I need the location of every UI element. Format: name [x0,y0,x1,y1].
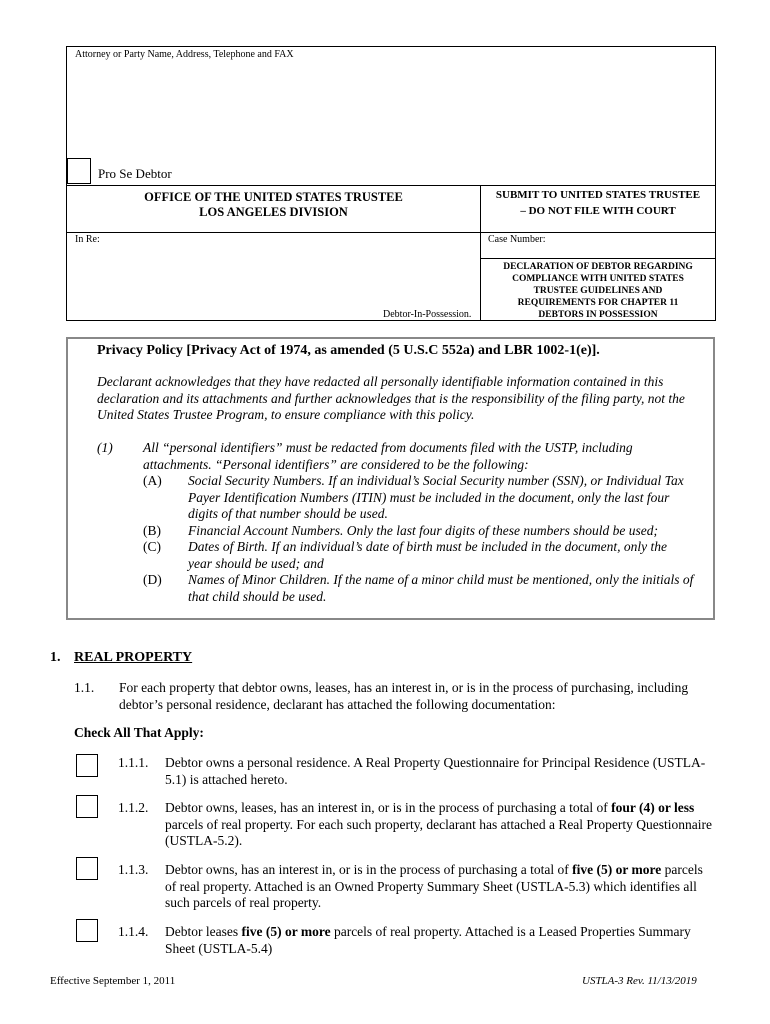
office-line-2: LOS ANGELES DIVISION [199,205,348,219]
privacy-subitem-letter: (D) [143,572,162,587]
declaration-title-line: TRUSTEE GUIDELINES AND [533,286,663,296]
item-1-1-1-checkbox[interactable] [76,754,98,777]
privacy-subitem-line: Social Security Numbers. If an individual’s Social Security number (SSN), or Individual Tax [188,473,684,488]
item-number: 1.1.4. [118,924,149,939]
privacy-item-line: All “personal identifiers” must be redacted from documents filed with the USTP, including [143,440,633,455]
privacy-subitem-letter: (C) [143,539,161,554]
item-line: Debtor owns a personal residence. A Real Property Questionnaire for Principal Residence (USTLA- [165,755,706,770]
item-line: parcels of real property. For each such property, declarant has attached a Real Property Questionnaire [165,816,713,832]
case-number-label: Case Number: [488,234,546,245]
privacy-subitem-line: that child should be used. [188,588,327,604]
item-line: 5.1) is attached hereto. [165,771,288,787]
privacy-subitem-line: Dates of Birth. If an individual’s date of birth must be included in the document, only the [188,539,667,554]
item-1-1-2-checkbox[interactable] [76,795,98,818]
form-id: USTLA-3 Rev. 11/13/2019 [582,975,697,987]
effective-date: Effective September 1, 2011 [50,975,176,987]
pro-se-checkbox[interactable] [67,158,91,184]
pro-se-label: Pro Se Debtor [98,166,172,181]
privacy-subitem-letter: (B) [143,522,161,538]
in-re-label: In Re: [75,234,100,245]
item-number: 1.1.2. [118,800,149,815]
item-1-1-3-checkbox[interactable] [76,857,98,880]
privacy-subitem-line: Payer Identification Numbers (ITIN) must be included in the document, only the last four [188,489,670,505]
para-line: debtor’s personal residence, declarant has attached the following documentation: [119,696,556,712]
para-number: 1.1. [74,680,95,695]
submit-line-1: SUBMIT TO UNITED STATES TRUSTEE [495,189,701,201]
declaration-title-line: DECLARATION OF DEBTOR REGARDING [503,262,693,272]
item-line: (USTLA-5.2). [165,833,243,848]
para-line: For each property that debtor owns, leases, has an interest in, or is in the process of purchasing, including [119,680,689,695]
privacy-item-line: attachments. “Personal identifiers” are considered to be the following: [143,456,529,472]
privacy-item-number: (1) [97,440,113,455]
declaration-title-line: REQUIREMENTS FOR CHAPTER 11 [517,298,679,308]
check-all-label: Check All That Apply: [74,725,204,740]
privacy-title: Privacy Policy [Privacy Act of 1974, as amended (5 U.S.C 552a) and LBR 1002-1(e)]. [97,343,600,358]
privacy-intro-line: United States Trustee Program, to ensure compliance with this policy. [97,407,475,422]
privacy-subitem-line: digits of that number should be used. [188,506,388,521]
item-line: such parcels of real property. [165,895,322,910]
declaration-title-line: DEBTORS IN POSSESSION [538,310,658,320]
item-1-1-4-checkbox[interactable] [76,919,98,942]
item-line: Sheet (USTLA-5.4) [165,940,273,956]
attorney-label: Attorney or Party Name, Address, Telephone and FAX [75,49,294,60]
section-heading: REAL PROPERTY [74,650,193,665]
declaration-title-line: COMPLIANCE WITH UNITED STATES [512,274,684,284]
office-line-1: OFFICE OF THE UNITED STATES TRUSTEE [144,190,403,204]
privacy-intro-line: Declarant acknowledges that they have redacted all personally identifiable information contained in this [97,374,664,389]
attorney-box [66,46,716,186]
in-re-box [66,232,481,321]
item-number: 1.1.3. [118,862,149,877]
submit-line-2: – DO NOT FILE WITH COURT [520,205,676,217]
privacy-subitem-letter: (A) [143,473,162,488]
dip-label: Debtor-In-Possession. [383,309,472,320]
item-line: Debtor leases five (5) or more parcels of real property. Attached is a Leased Properties Summary [165,924,691,939]
section-number: 1. [50,650,61,665]
item-line: of real property. Attached is an Owned Property Summary Sheet (USTLA-5.3) which identifies all [165,878,697,894]
item-line: Debtor owns, has an interest in, or is in the process of purchasing a total of five (5) or more parcels [165,862,703,877]
privacy-intro-line: declaration and its attachments and further acknowledges that is the responsibility of the filing party, not the [97,390,685,406]
item-line: Debtor owns, leases, has an interest in, or is in the process of purchasing a total of four (4) or less [165,800,695,815]
privacy-subitem-line: Names of Minor Children. If the name of a minor child must be mentioned, only the initials of [188,572,694,587]
privacy-subitem-line: year should be used; and [188,555,324,571]
item-number: 1.1.1. [118,755,149,770]
privacy-subitem-line: Financial Account Numbers. Only the last four digits of these numbers should be used; [188,522,658,538]
